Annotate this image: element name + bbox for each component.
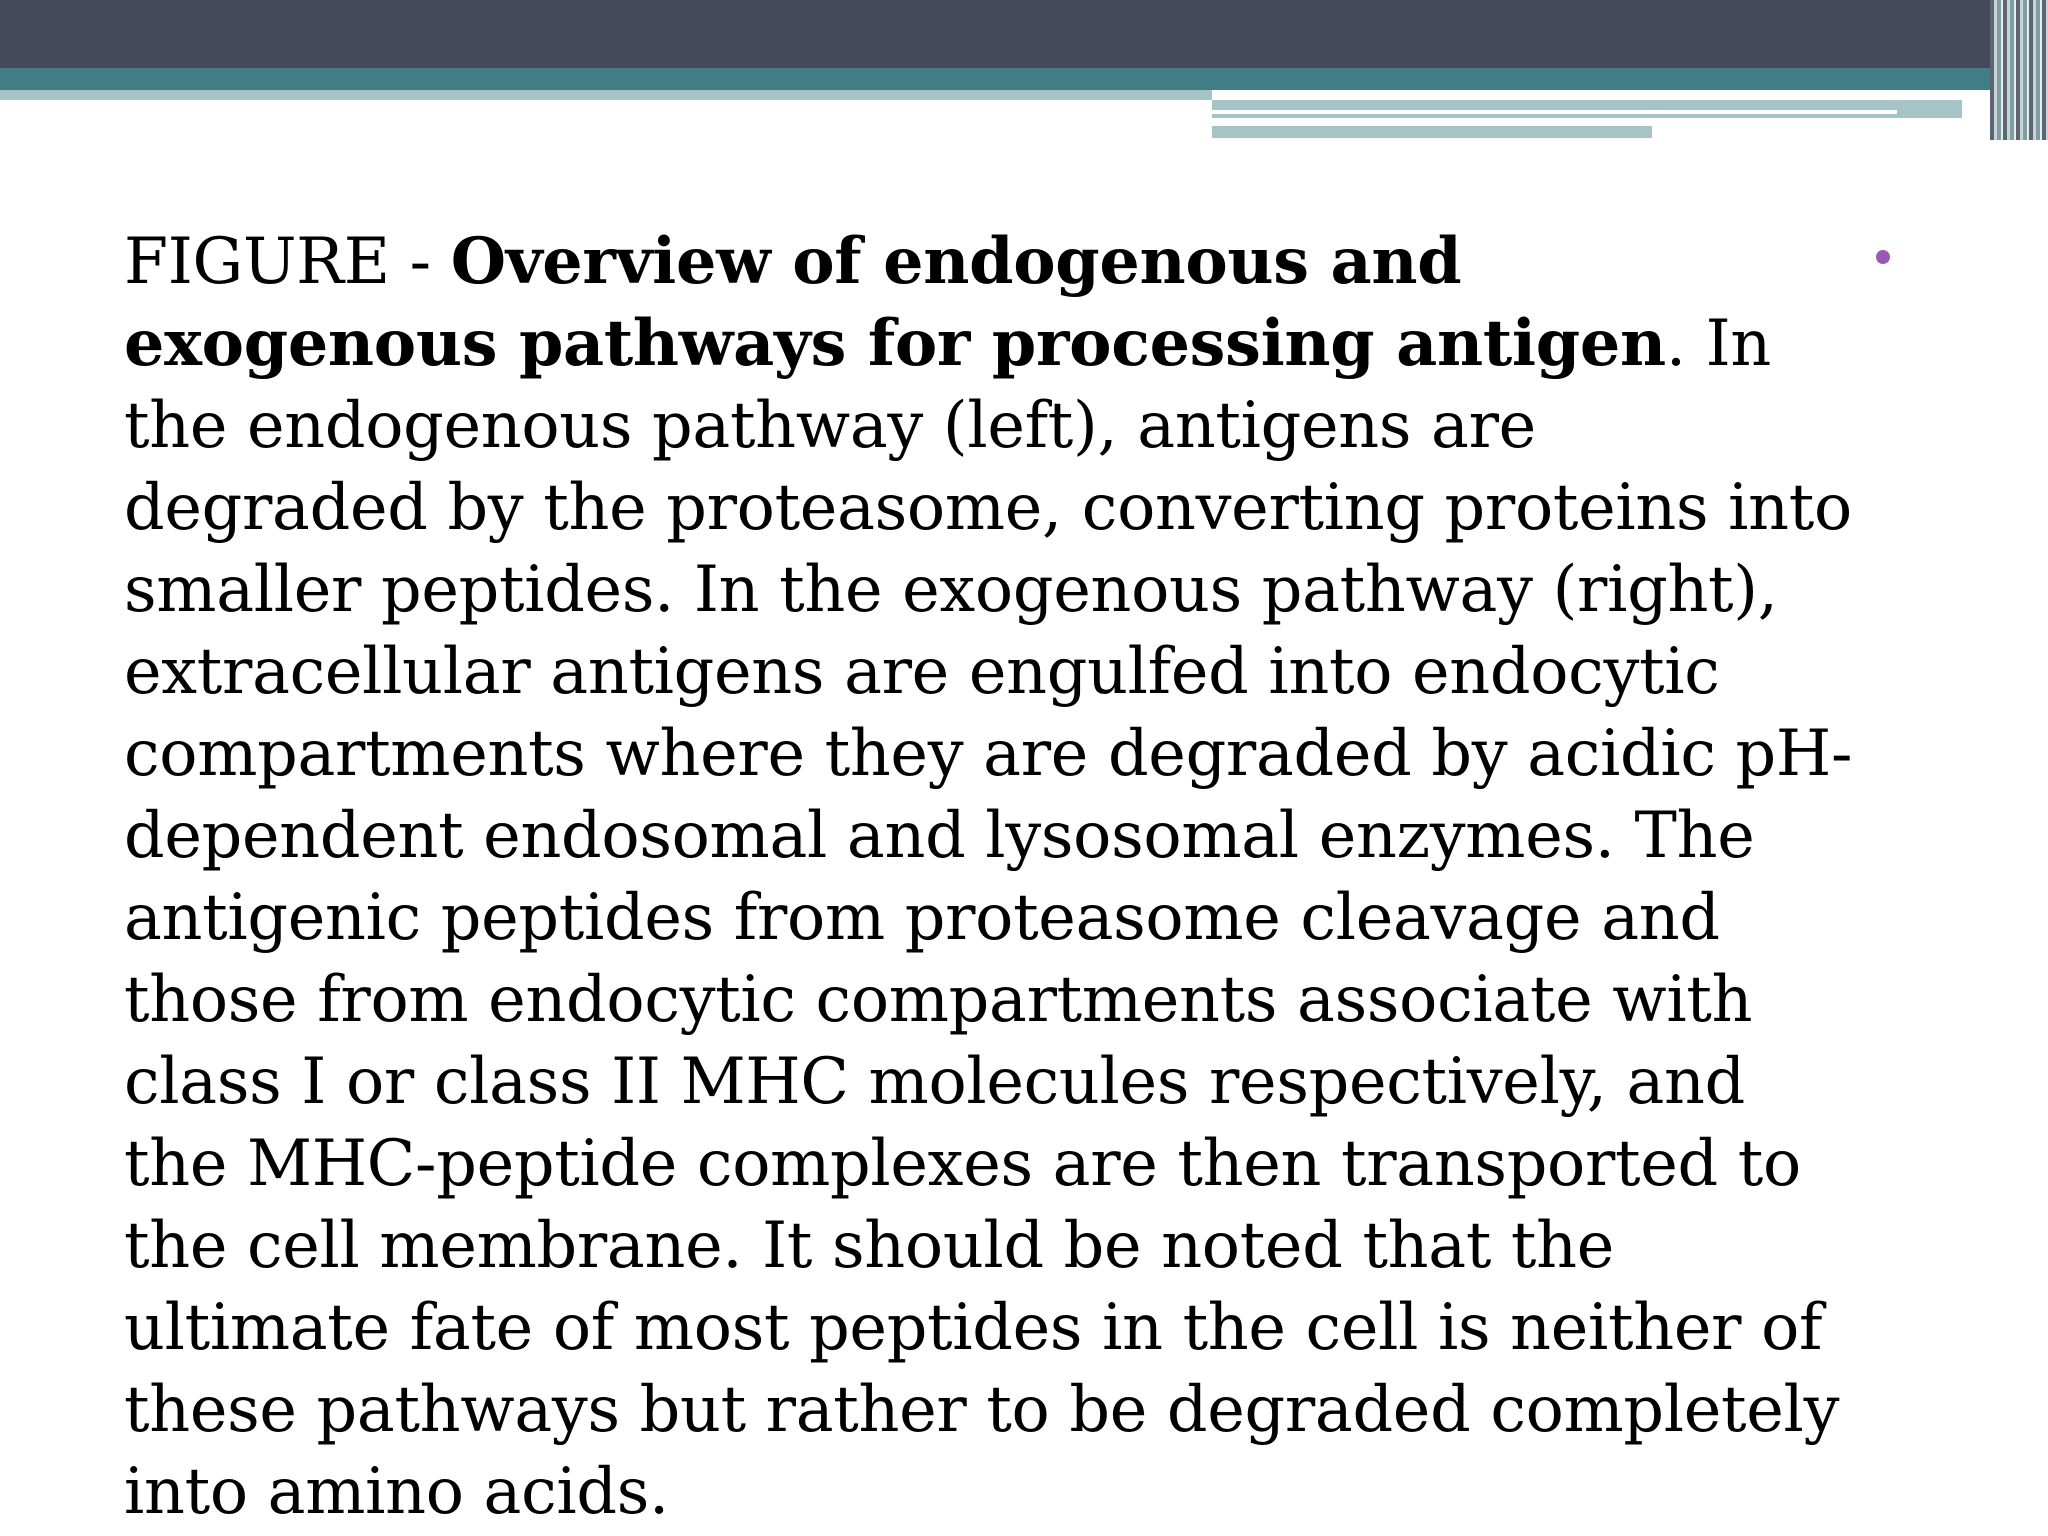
- header-band-white-line: [1212, 110, 1897, 114]
- caption-paragraph: [124, 220, 1854, 1532]
- header-band-teal: [0, 68, 2048, 90]
- header-band-light-right-lower: [1212, 126, 1652, 138]
- caption-title-end: .: [1665, 306, 1686, 380]
- header-band-dark: [0, 0, 2048, 68]
- caption-prefix: FIGURE -: [124, 224, 451, 298]
- header-stripes: [1990, 0, 2048, 140]
- bullet-dot-icon: [1876, 250, 1890, 264]
- header-band-light-left: [0, 90, 1212, 100]
- caption-body: In the endogenous pathway (left), antigens are degraded by the proteasome, converting proteins into smaller peptides. In the exogenous pathway (right), extracellular antigens are engulfed into endocytic compartments where they are degraded by acidic pH-dependent endosomal and lysosomal enzymes. The antigenic peptides from proteasome cleavage and those from endocytic compartments associate with class I or class II MHC molecules respectively, and the MHC-peptide complexes are then transported to the cell membrane. It should be noted that the ultimate fate of most peptides in the cell is neither of these pathways but rather to be degraded completely into amino acids.: [124, 306, 1853, 1528]
- header-band-light-right: [1212, 100, 1962, 118]
- figure-caption: [124, 220, 1854, 1532]
- caption-title: Overview of endogenous and exogenous pathways for processing antigen: [124, 223, 1666, 380]
